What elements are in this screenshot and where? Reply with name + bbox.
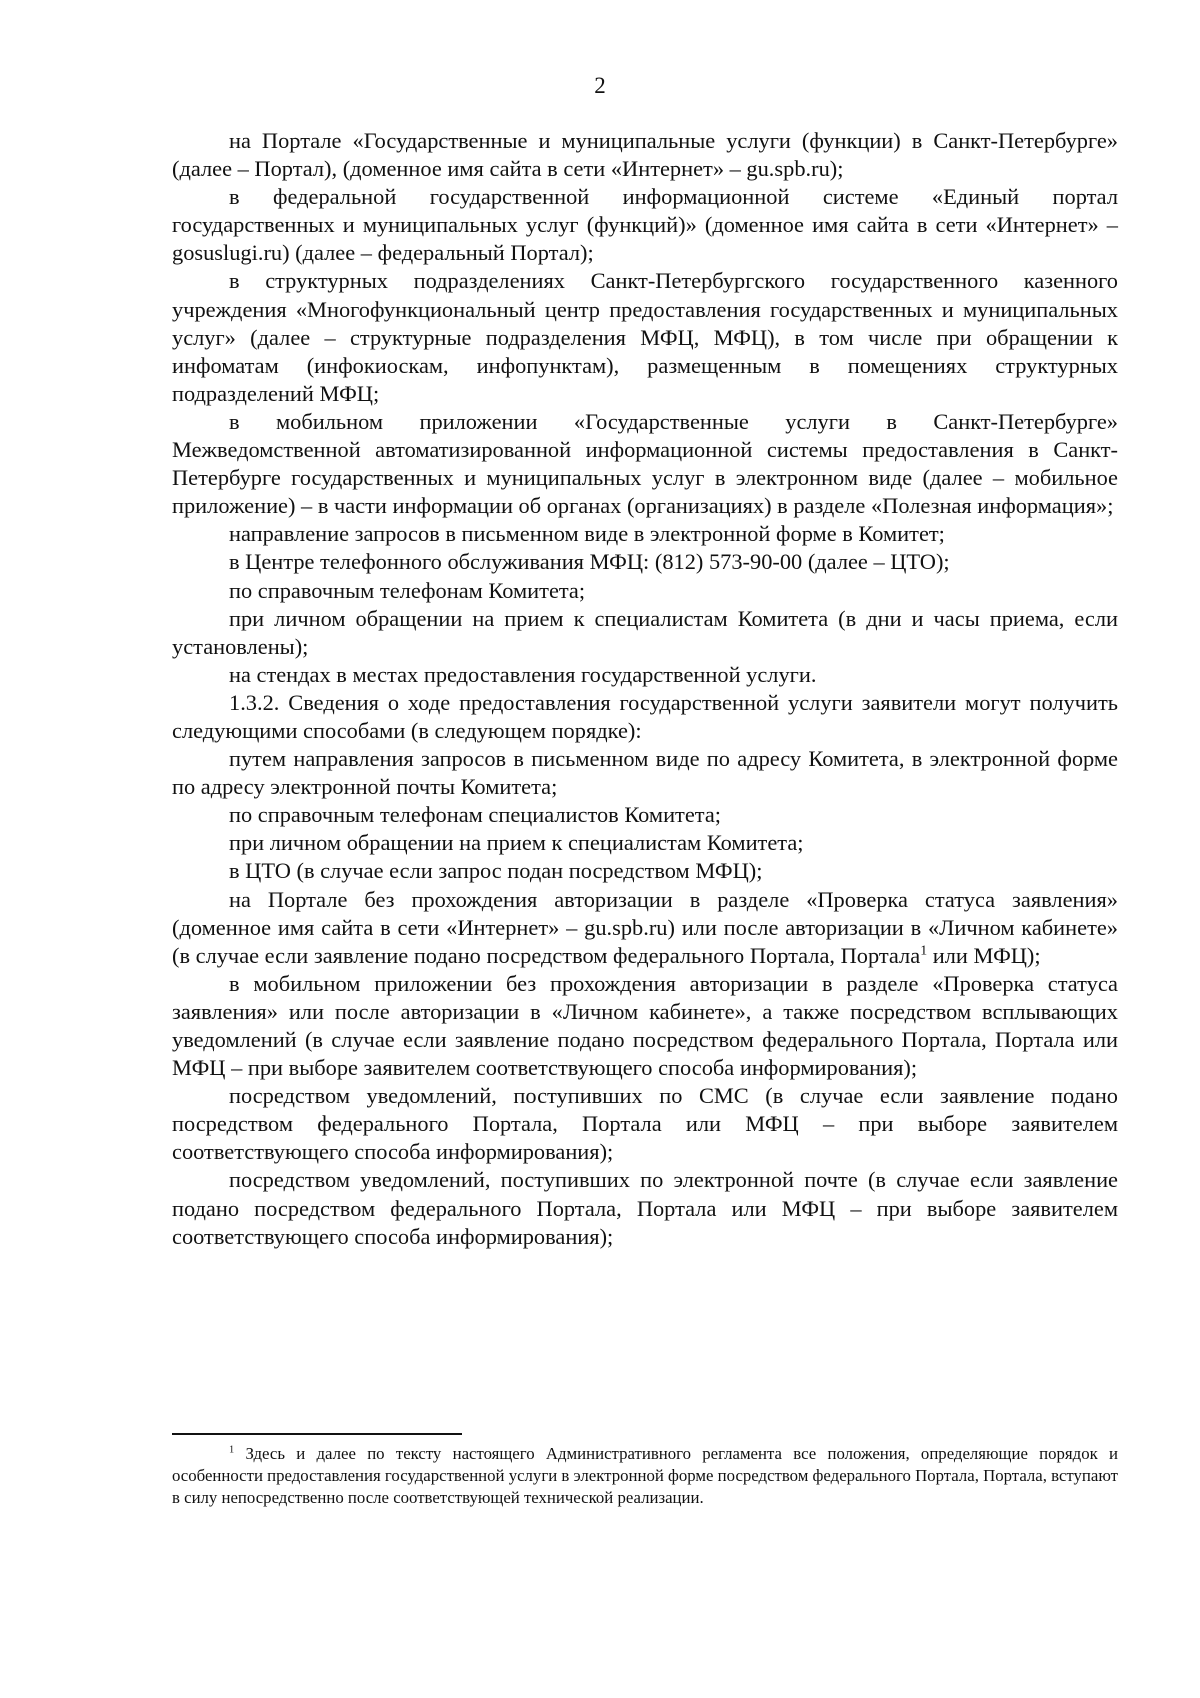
paragraph: на стендах в местах предоставления государственной услуги. (229, 661, 817, 687)
paragraph: в Центре телефонного обслуживания МФЦ: (812) 573-90-00 (далее – ЦТО); (229, 549, 950, 575)
paragraph-text: или МФЦ); (927, 942, 1041, 968)
paragraph: в структурных подразделениях Санкт-Петербургского государственного казенного учреждения «Многофункциональный центр предоставления государственных и муниципальных услуг» (далее – структурные подразделения МФЦ, МФЦ), в том числе при обращении к инфоматам (инфокиоскам, инфопунктам), размещенным в помещениях структурных подразделений МФЦ; (172, 268, 1118, 406)
footnote (172, 1443, 1118, 1509)
paragraph: в мобильном приложении «Государственные услуги в Санкт-Петербурге» Межведомственной автоматизированной информационной системы предоставления в Санкт-Петербурге государственных и муниципальных услуг в электронном виде (далее – мобильное приложение) – в части информации об органах (организациях) в разделе «Полезная информация»; (172, 408, 1118, 519)
paragraph: на Портале «Государственные и муниципальные услуги (функции) в Санкт-Петербурге» (далее – Портал), (доменное имя сайта в сети «Интернет» – gu.spb.ru); (172, 128, 1118, 182)
paragraph: посредством уведомлений, поступивших по электронной почте (в случае если заявление подано посредством федерального Портала, Портала или МФЦ – при выборе заявителем соответствующего способа информирования); (172, 1167, 1118, 1249)
paragraph: в мобильном приложении без прохождения авторизации в разделе «Проверка статуса заявления» или после авторизации в «Личном кабинете», а также посредством всплывающих уведомлений (в случае если заявление подано посредством федерального Портала, Портала или МФЦ – при выборе заявителем соответствующего способа информирования); (172, 970, 1118, 1081)
paragraph: в ЦТО (в случае если запрос подан посредством МФЦ); (229, 858, 763, 884)
footnote-mark: 1 (229, 1444, 235, 1456)
paragraph: в федеральной государственной информационной системе «Единый портал государственных и муниципальных услуг (функций)» (доменное имя сайта в сети «Интернет» – gosuslugi.ru) (далее – федеральный Портал); (172, 184, 1118, 266)
footnote-text: Здесь и далее по тексту настоящего Административного регламента все положения, определяющие порядок и особенности предоставления государственной услуги в электронной форме посредством федерального Портала, Портала, вступают в силу непосредственно после соответствующей технической реализации. (172, 1444, 1118, 1507)
paragraph: по справочным телефонам специалистов Комитета; (229, 802, 722, 828)
paragraph: направление запросов в письменном виде в электронной форме в Комитет; (229, 521, 945, 547)
paragraph: при личном обращении на прием к специалистам Комитета; (229, 830, 804, 856)
paragraph: по справочным телефонам Комитета; (229, 577, 586, 603)
paragraph: при личном обращении на прием к специалистам Комитета (в дни и часы приема, если установлены); (172, 605, 1118, 659)
paragraph-text: на Портале без прохождения авторизации в разделе «Проверка статуса заявления» (доменное имя сайта в сети «Интернет» – gu.spb.ru) или после авторизации в «Личном кабинете» (в случае если заявление подано посредством федерального Портала, Портала (172, 886, 1118, 968)
paragraph: 1.3.2. Сведения о ходе предоставления государственной услуги заявители могут получить следующими способами (в следующем порядке): (172, 689, 1118, 743)
body-text (172, 127, 1118, 1251)
footnote-divider (172, 1433, 462, 1435)
paragraph-with-footnote (172, 886, 1118, 970)
paragraph: путем направления запросов в письменном виде по адресу Комитета, в электронной форме по адресу электронной почты Комитета; (172, 746, 1118, 800)
page-number: 2 (594, 73, 606, 98)
footnote-reference: 1 (920, 943, 928, 959)
paragraph: посредством уведомлений, поступивших по СМС (в случае если заявление подано посредством федерального Портала, Портала или МФЦ – при выборе заявителем соответствующего способа информирования); (172, 1083, 1118, 1165)
